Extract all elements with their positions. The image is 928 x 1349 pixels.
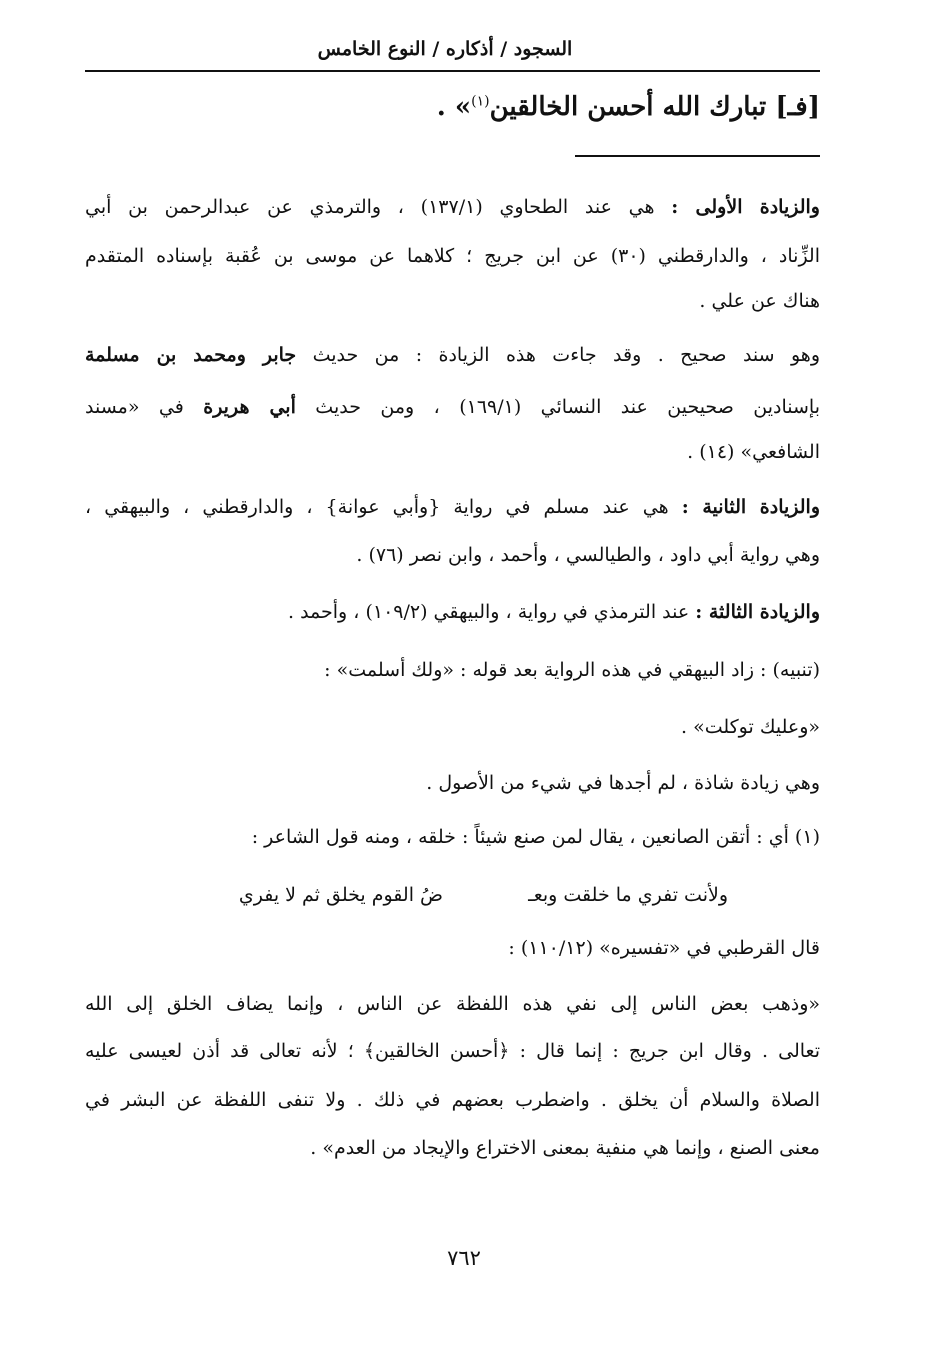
main-dhikr-phrase [437, 92, 820, 122]
paragraph-line: الزِّناد ، والدارقطني (٣٠) عن ابن جريج ؛ كلاهما عن موسى بن عُقبة بإسناده المتقدم [85, 245, 820, 267]
quote-line: تعالى . وقال ابن جريج : إنما قال : ﴿أحسن الخالقين﴾ ؛ لأنه تعالى قد أذن لعيسى عليه [85, 1040, 820, 1062]
footnote-marker: (١) [471, 93, 490, 110]
paragraph-line: وهي رواية أبي داود ، والطيالسي ، وأحمد ، وابن نصر (٧٦) . [356, 544, 820, 566]
footnote-line: (١) أي : أتقن الصانعين ، يقال لمن صنع شيئاً : خلقه ، ومنه قول الشاعر : [251, 826, 820, 848]
paragraph-line: هناك عن علي . [699, 290, 820, 312]
paragraph-lead: والزيادة الثانية : [681, 496, 821, 518]
verse-hemistich-right: ولأنت تفري ما خلقت وبعـ [528, 884, 728, 906]
verse-hemistich-left: ضُ القوم يخلق ثم لا يفري [238, 884, 443, 906]
paragraph-lead: والزيادة الأولى : [671, 196, 820, 218]
running-header: السجود / أذكاره / النوع الخامس [317, 38, 573, 60]
footnote-separator [575, 155, 820, 157]
paragraph-line: بإسنادين صحيحين عند النسائي (١٦٩/١) ، ومن حديث أبي هريرة في «مسند [85, 396, 820, 418]
paragraph-line: والزيادة الثانية : هي عند مسلم في رواية {وأبي عوانة} ، والدارقطني ، والبيهقي ، [85, 496, 821, 518]
paragraph-line: والزيادة الأولى : هي عند الطحاوي (١٣٧/١) ، والترمذي عن عبدالرحمن بن أبي [85, 196, 820, 218]
paragraph-line: والزيادة الثالثة : عند الترمذي في رواية ، والبيهقي (١٠٩/٢) ، وأحمد . [288, 601, 820, 623]
quote-line: معنى الصنع ، وإنما هي منفية بمعنى الاختراع والإيجاد من العدم» . [310, 1137, 820, 1159]
paragraph-line: وهي زيادة شاذة ، لم أجدها في شيء من الأصول . [426, 772, 820, 794]
paragraph-line: الشافعي» (١٤) . [687, 441, 820, 463]
paragraph-line: «وعليك توكلت» . [680, 716, 820, 738]
paragraph-line: (تنبيه) : زاد البيهقي في هذه الرواية بعد قوله : «ولك أسلمت» : [324, 659, 820, 681]
header-rule [85, 70, 820, 72]
dhikr-text: [فـ] تبارك الله أحسن الخالقين [489, 92, 820, 122]
quote-line: «وذهب بعض الناس إلى نفي هذه اللفظة عن الناس ، وإنما يضاف الخلق إلى الله [85, 993, 820, 1015]
footnote-line: قال القرطبي في «تفسيره» (١١٠/١٢) : [508, 937, 820, 959]
dhikr-closing: » . [436, 92, 472, 122]
page-number: ٧٦٢ [447, 1246, 481, 1270]
quote-line: الصلاة والسلام أن يخلق . واضطرب بعضهم في ذلك . ولا تنفى اللفظة عن البشر في [85, 1089, 820, 1111]
paragraph-lead: والزيادة الثالثة : [695, 601, 820, 623]
paragraph-line: وهو سند صحيح . وقد جاءت هذه الزيادة : من حديث جابر ومحمد بن مسلمة [85, 344, 820, 366]
